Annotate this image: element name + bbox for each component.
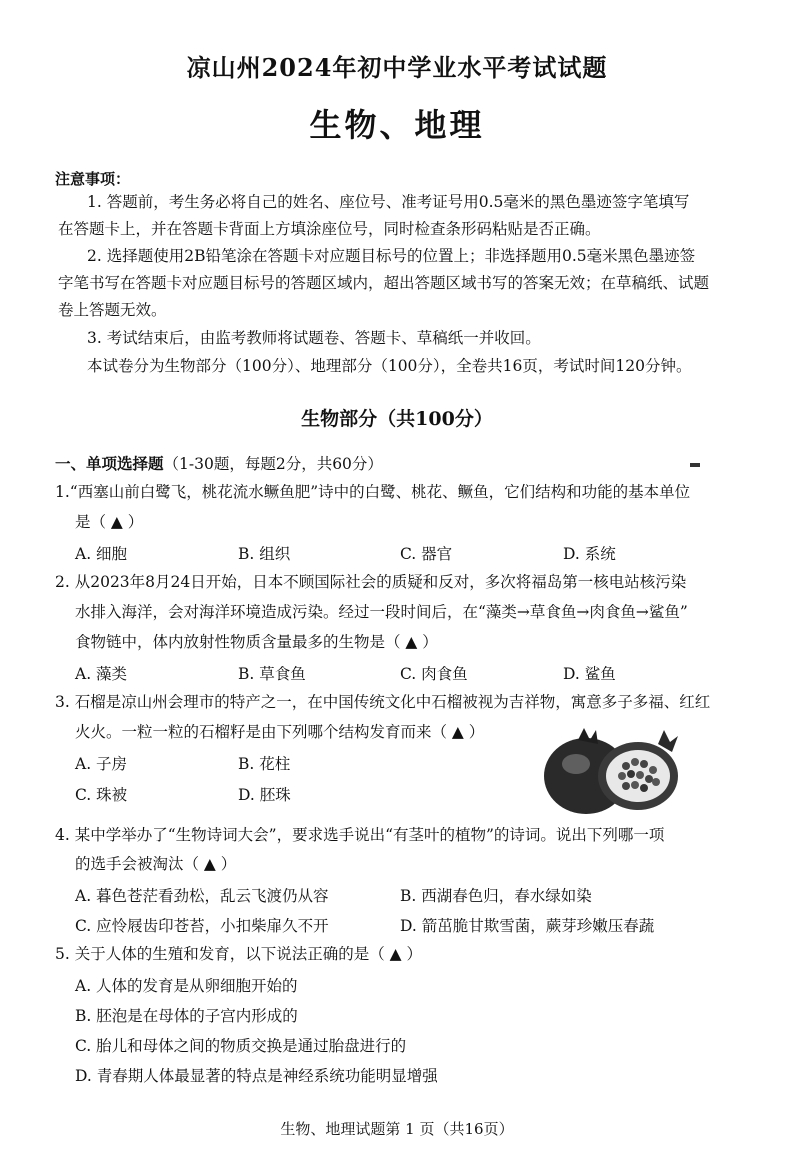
q4-stem-line-1: 4. 某中学举办了“生物诗词大会”，要求选手说出“有茎叶的植物”的诗词。说出下列哪一项: [55, 826, 665, 844]
q3-option-d: D. 胚珠: [238, 786, 291, 804]
q3-option-c: C. 珠被: [75, 786, 128, 804]
q2-stem-line-1: 2. 从2023年8月24日开始，日本不顾国际社会的质疑和反对，多次将福岛第一核电站核污染: [55, 573, 687, 591]
q4-option-b: B. 西湖春色归，春水绿如染: [400, 887, 592, 905]
part-title: 一、单项选择题: [55, 454, 164, 473]
q4-stem-line-2: 的选手会被淘汰（ ▲ ）: [75, 855, 237, 873]
notice-line-7: 本试卷分为生物部分（100分）、地理部分（100分），全卷共16页，考试时间120分钟。: [87, 357, 692, 375]
q5-option-c: C. 胎儿和母体之间的物质交换是通过胎盘进行的: [75, 1037, 407, 1055]
q1-option-d: D. 系统: [563, 545, 616, 563]
q3-option-b: B. 花柱: [238, 755, 291, 773]
q4-option-a: A. 暮色苍茫看劲松，乱云飞渡仍从容: [75, 887, 329, 905]
section-title: 生物部分（共100分）: [301, 408, 493, 430]
q2-option-d: D. 鲨鱼: [563, 665, 616, 683]
q2-option-b: B. 草食鱼: [238, 665, 306, 683]
q2-stem-line-2: 水排入海洋，会对海洋环境造成污染。经过一段时间后，在“藻类→草食鱼→肉食鱼→鲨鱼”: [75, 603, 688, 621]
notice-line-5: 卷上答题无效。: [58, 301, 167, 319]
q1-option-b: B. 组织: [238, 545, 291, 563]
notice-line-3: 2. 选择题使用2B铅笔涂在答题卡对应题目标号的位置上；非选择题用0.5毫米黑色墨迹签: [87, 247, 696, 265]
notice-line-6: 3. 考试结束后，由监考教师将试题卷、答题卡、草稿纸一并收回。: [87, 329, 541, 347]
notice-line-2: 在答题卡上，并在答题卡背面上方填涂座位号，同时检查条形码粘贴是否正确。: [58, 220, 601, 238]
q5-option-b: B. 胚泡是在母体的子宫内形成的: [75, 1007, 298, 1025]
q1-option-a: A. 细胞: [75, 545, 128, 563]
part-heading: [55, 452, 383, 474]
q1-stem-line-1: 1.“西塞山前白鹭飞，桃花流水鳜鱼肥”诗中的白鹭、桃花、鳜鱼，它们结构和功能的基本单位: [55, 483, 691, 501]
pomegranate-cut-half: [598, 730, 678, 810]
notice-line-4: 字笔书写在答题卡对应题目标号的答题区域内，超出答题区域书写的答案无效；在草稿纸、试题: [58, 274, 710, 292]
q1-option-c: C. 器官: [400, 545, 453, 563]
pomegranate-illustration: [538, 718, 688, 818]
q2-stem-line-3: 食物链中，体内放射性物质含量最多的生物是（ ▲ ）: [75, 633, 438, 651]
q2-option-a: A. 藻类: [75, 665, 128, 683]
q3-stem-line-2: 火火。一粒一粒的石榴籽是由下列哪个结构发育而来（ ▲ ）: [75, 723, 485, 741]
q4-option-c: C. 应怜屐齿印苍苔，小扣柴扉久不开: [75, 917, 329, 935]
notice-line-1: 1. 答题前，考生务必将自己的姓名、座位号、准考证号用0.5毫米的黑色墨迹签字笔填写: [87, 193, 690, 211]
q5-option-d: D. 青春期人体最显著的特点是神经系统功能明显增强: [75, 1067, 438, 1085]
q4-option-d: D. 箭茁脆甘欺雪菌，蕨芽珍嫩压春蔬: [400, 917, 655, 935]
print-mark: [690, 463, 700, 467]
q3-stem-line-1: 3. 石榴是凉山州会理市的特产之一，在中国传统文化中石榴被视为吉祥物，寓意多子多福、红红: [55, 693, 711, 711]
part-note: （1-30题，每题2分，共60分）: [163, 455, 383, 473]
q3-option-a: A. 子房: [75, 755, 128, 773]
q5-option-a: A. 人体的发育是从卵细胞开始的: [75, 977, 298, 995]
exam-subject: 生物、地理: [309, 106, 485, 144]
q2-option-c: C. 肉食鱼: [400, 665, 468, 683]
q5-stem-line-1: 5. 关于人体的生殖和发育，以下说法正确的是（ ▲ ）: [55, 945, 422, 963]
page-footer: 生物、地理试题第 1 页（共16页）: [280, 1120, 514, 1138]
exam-title: 凉山州2024年初中学业水平考试试题: [186, 53, 608, 82]
q1-stem-line-2: 是（ ▲ ）: [75, 513, 144, 531]
notice-heading: 注意事项：: [55, 170, 131, 188]
